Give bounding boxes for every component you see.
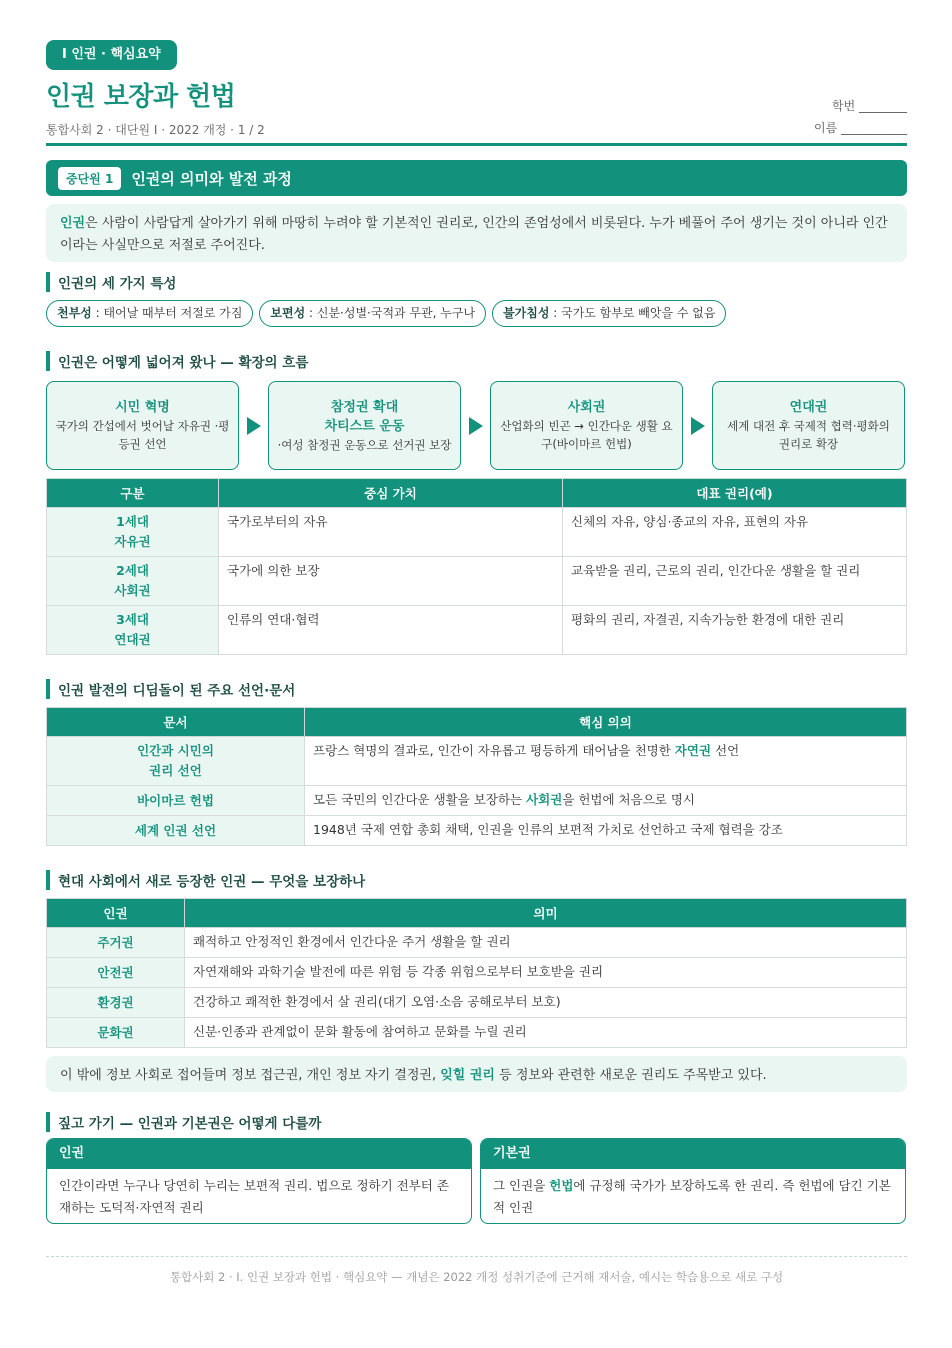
modern-rights-table	[46, 898, 907, 1048]
row-value: 국가에 의한 보장	[219, 557, 563, 606]
column-header: 핵심 의의	[305, 708, 907, 737]
row-example: 교육받을 권리, 근로의 권리, 인간다운 생활을 할 권리	[563, 557, 907, 606]
highlight-term: 잊힐 권리	[440, 1068, 495, 1083]
trait-name: 천부성	[57, 306, 92, 320]
flow-arrow-icon	[239, 417, 268, 435]
card-body	[481, 1169, 905, 1224]
row-example: 평화의 권리, 자결권, 지속가능한 환경에 대한 권리	[563, 606, 907, 655]
flow-step	[712, 381, 905, 470]
flow-step	[490, 381, 683, 470]
card-title: 기본권	[481, 1139, 905, 1169]
table-row	[47, 557, 907, 606]
row-key: 주거권	[47, 928, 185, 958]
card-body: 인간이라면 누구나 당연히 누리는 보편적 권리. 법으로 정하기 전부터 존재하는 도덕적·자연적 권리	[59, 1178, 449, 1215]
flow-step-desc: 국가의 간섭에서 벗어날 자유권 ·평등권 선언	[55, 419, 230, 451]
table-row	[47, 988, 907, 1018]
row-value: 인류의 연대·협력	[219, 606, 563, 655]
footer-divider	[46, 1256, 907, 1257]
generations-table	[46, 478, 907, 655]
info-rights-note	[46, 1056, 907, 1092]
highlight-term: 자연권	[674, 743, 712, 758]
unit-title: 인권의 의미와 발전 과정	[131, 169, 292, 188]
text-segment: 프랑스 혁명의 결과로, 인간이 자유롭고 평등하게 태어남을 천명한	[313, 743, 675, 758]
text-segment: 을 헌법에 처음으로 명시	[562, 792, 695, 807]
row-meaning: 건강하고 쾌적한 환경에서 살 권리(대기 오염·소음 공해로부터 보호)	[185, 988, 907, 1018]
table-row	[47, 816, 907, 846]
flow-step-title: 참정권 확대 차티스트 운동	[324, 399, 405, 434]
section-bar	[46, 870, 50, 890]
worksheet-page	[46, 40, 907, 1285]
row-meaning: 자연재해와 과학기술 발전에 따른 위험 등 각종 위험으로부터 보호받을 권리	[185, 958, 907, 988]
row-meaning	[305, 786, 907, 816]
flow-arrow-icon	[461, 417, 490, 435]
flow-step-desc: ·여성 참정권 운동으로 선거권 보장	[277, 437, 452, 452]
section-heading-traits	[46, 272, 907, 292]
row-key: 안전권	[47, 958, 185, 988]
trait-name: 불가침성	[503, 306, 550, 320]
trait-desc: : 태어날 때부터 저절로 가짐	[91, 306, 243, 320]
expansion-flow	[46, 381, 907, 470]
section-bar	[46, 1112, 50, 1132]
table-row	[47, 508, 907, 557]
title-rule	[46, 143, 907, 146]
table-row	[47, 958, 907, 988]
student-fields	[814, 95, 907, 139]
table-header-row	[47, 479, 907, 508]
section-heading-text: 인권 발전의 디딤돌이 된 주요 선언·문서	[58, 683, 296, 699]
definition-text: 은 사람이 사람답게 살아가기 위해 마땅히 누려야 할 기본적인 권리로, 인간의 존엄성에서 비롯된다. 누가 베풀어 주어 생기는 것이 아니라 인간이라는 사실만으로 저절로 주어진다.	[60, 216, 888, 253]
trait-name: 보편성	[270, 306, 306, 320]
row-key: 세계 인권 선언	[47, 816, 305, 846]
row-value: 국가로부터의 자유	[219, 508, 563, 557]
flow-step	[46, 381, 239, 470]
row-key: 바이마르 헌법	[47, 786, 305, 816]
highlight-term: 사회권	[526, 792, 563, 807]
text-segment: 이 밖에 정보 사회로 접어들며 정보 접근권, 개인 정보 자기 결정권,	[60, 1068, 441, 1083]
table-row	[47, 737, 907, 786]
text-segment: 1948년 국제 연합 총회 채택, 인권을 인류의 보편적 가치로 선언하고 국제 협력을 강조	[313, 822, 783, 837]
column-header: 문서	[47, 708, 305, 737]
trait-pill	[492, 300, 726, 327]
page-title: 인권 보장과 헌법	[46, 82, 236, 112]
page-footer: 통합사회 2 · Ⅰ. 인권 보장과 헌법 · 핵심요약 — 개념은 2022 개정 성취기준에 근거해 재서술, 예시는 학습용으로 새로 구성	[169, 1270, 784, 1284]
human-rights-card	[46, 1138, 472, 1224]
section-heading-text: 인권은 어떻게 넓어져 왔나 — 확장의 흐름	[58, 355, 309, 371]
text-segment: 모든 국민의 인간다운 생활을 보장하는	[313, 792, 527, 807]
table-header-row	[47, 708, 907, 737]
text-segment: 등 정보와 관련한 새로운 권리도 주목받고 있다.	[495, 1068, 767, 1083]
table-row	[47, 1018, 907, 1048]
section-heading-text: 현대 사회에서 새로 등장한 인권 — 무엇을 보장하나	[58, 874, 366, 890]
section-heading-compare	[46, 1112, 907, 1132]
flow-step-title: 연대권	[789, 400, 828, 415]
basic-rights-card	[480, 1138, 906, 1224]
section-heading-documents	[46, 679, 907, 699]
trait-desc: : 국가도 함부로 빼앗을 수 없음	[549, 306, 716, 320]
definition-box	[46, 204, 907, 262]
column-header: 의미	[185, 899, 907, 928]
row-example: 신체의 자유, 양심·종교의 자유, 표현의 자유	[563, 508, 907, 557]
student-number-field[interactable]: 학번 ________	[832, 99, 907, 113]
column-header: 구분	[47, 479, 219, 508]
table-header-row	[47, 899, 907, 928]
trait-pill	[259, 300, 486, 327]
compare-cards	[46, 1138, 907, 1224]
definition-term: 인권	[60, 216, 86, 231]
section-heading-expansion	[46, 351, 907, 371]
row-key: 3세대 연대권	[47, 606, 219, 655]
text-segment: 선언	[711, 743, 740, 758]
flow-step-desc: 세계 대전 후 국제적 협력·평화의 권리로 확장	[727, 419, 890, 451]
trait-pill	[46, 300, 253, 327]
table-row	[47, 606, 907, 655]
row-key: 환경권	[47, 988, 185, 1018]
section-heading-text: 인권의 세 가지 특성	[58, 276, 177, 292]
row-meaning: 신분·인종과 관계없이 문화 활동에 참여하고 문화를 누릴 권리	[185, 1018, 907, 1048]
unit-badge: 중단원 1	[58, 167, 121, 190]
column-header: 대표 권리(예)	[563, 479, 907, 508]
table-row	[47, 928, 907, 958]
column-header: 중심 가치	[219, 479, 563, 508]
text-segment: 그 인권을	[493, 1178, 550, 1193]
meta-row	[46, 99, 907, 139]
documents-table	[46, 707, 907, 846]
unit-bar	[46, 160, 907, 196]
trait-pills	[46, 300, 907, 327]
row-key: 2세대 사회권	[47, 557, 219, 606]
card-title: 인권	[47, 1139, 471, 1169]
student-name-field[interactable]: 이름 ___________	[814, 121, 907, 135]
section-heading-modern	[46, 870, 907, 890]
section-bar	[46, 679, 50, 699]
row-key: 문화권	[47, 1018, 185, 1048]
row-key: 1세대 자유권	[47, 508, 219, 557]
flow-step	[268, 381, 461, 470]
row-meaning: 쾌적하고 안정적인 환경에서 인간다운 주거 생활을 할 권리	[185, 928, 907, 958]
text-segment: 에 규정해 국가가 보장하도록 한 권리. 즉 헌법에 담긴 기본적 인권	[493, 1178, 891, 1215]
table-row	[47, 786, 907, 816]
section-tag: Ⅰ 인권 · 핵심요약	[46, 40, 177, 70]
section-bar	[46, 272, 50, 292]
trait-desc: : 신분·성별·국적과 무관, 누구나	[305, 306, 476, 320]
course-meta: 통합사회 2 · 대단원 Ⅰ · 2022 개정 · 1 / 2	[46, 123, 265, 137]
flow-step-title: 사회권	[567, 400, 606, 415]
section-bar	[46, 351, 50, 371]
flow-step-title: 시민 혁명	[115, 400, 170, 415]
flow-step-desc: 산업화의 빈곤 → 인간다운 생활 요구(바이마르 헌법)	[500, 419, 673, 451]
section-heading-text: 짚고 가기 — 인권과 기본권은 어떻게 다를까	[58, 1116, 322, 1132]
highlight-term: 헌법	[549, 1178, 574, 1193]
row-meaning	[305, 737, 907, 786]
flow-arrow-icon	[683, 417, 712, 435]
row-meaning	[305, 816, 907, 846]
column-header: 인권	[47, 899, 185, 928]
row-key: 인간과 시민의 권리 선언	[47, 737, 305, 786]
